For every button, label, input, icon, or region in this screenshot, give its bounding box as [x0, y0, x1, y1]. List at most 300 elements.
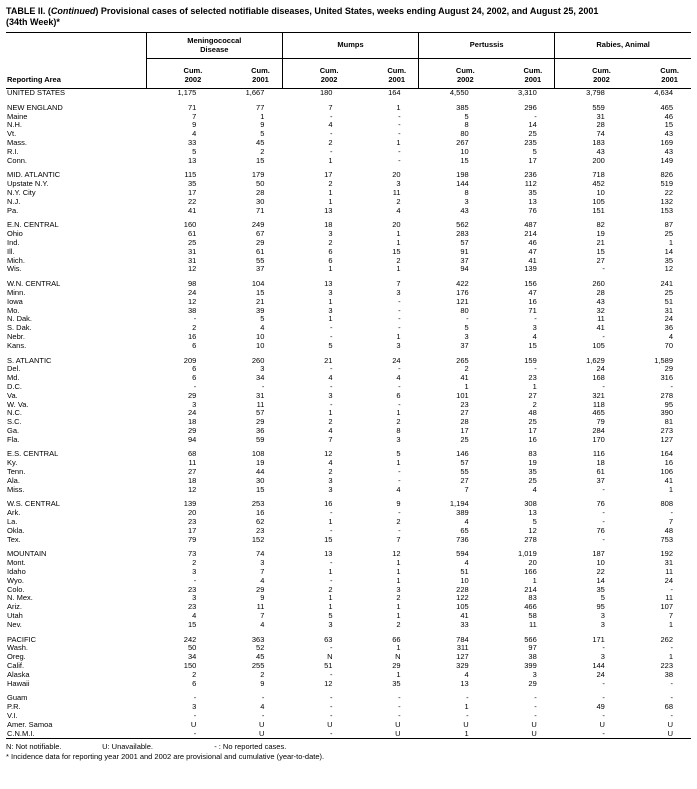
table-row — [6, 477, 691, 486]
value-cell: 23 — [187, 517, 197, 527]
value-cell: 41 — [528, 255, 537, 265]
value-cell: - — [534, 364, 537, 374]
value-cell: 1 — [396, 229, 401, 239]
table-row — [6, 621, 691, 630]
value-cell: 329 — [456, 661, 469, 671]
value-cell: 214 — [524, 584, 537, 594]
value-cell: - — [329, 111, 333, 121]
value-cell: 284 — [592, 425, 605, 435]
value-cell: 3 — [192, 399, 197, 409]
value-cell: 12 — [528, 525, 537, 535]
value-cell: 43 — [664, 146, 673, 156]
value-cell: 18 — [187, 475, 197, 485]
value-cell: 21 — [596, 237, 605, 247]
value-cell: 16 — [187, 331, 197, 341]
value-cell: 79 — [187, 534, 197, 544]
value-cell: 1 — [464, 728, 469, 738]
reporting-area-cell: Hawaii — [7, 678, 30, 688]
value-cell: 214 — [524, 229, 537, 239]
value-cell: 108 — [251, 449, 265, 459]
value-cell: 1,194 — [449, 499, 469, 509]
value-cell: 10 — [256, 331, 265, 341]
value-cell: 36 — [664, 323, 673, 333]
value-cell: 3 — [328, 475, 333, 485]
value-cell: 265 — [456, 355, 469, 365]
value-cell: - — [602, 484, 605, 494]
value-cell: 11 — [392, 187, 401, 197]
value-cell: 3 — [532, 323, 537, 333]
value-cell: - — [602, 728, 605, 738]
reporting-area-cell: Nev. — [7, 619, 22, 629]
value-cell: 76 — [596, 525, 605, 535]
value-cell: 176 — [456, 287, 469, 297]
reporting-area-cell: W.N. CENTRAL — [7, 279, 61, 289]
value-cell: 452 — [592, 179, 605, 189]
value-cell: 1 — [328, 593, 333, 603]
value-cell: 3 — [328, 287, 333, 297]
value-cell: 15 — [324, 534, 333, 544]
value-cell: 156 — [524, 279, 537, 289]
value-cell: 12 — [392, 549, 401, 559]
value-cell: 82 — [596, 220, 605, 230]
value-cell: - — [602, 534, 605, 544]
reporting-area-cell: La. — [7, 517, 18, 527]
table-row — [6, 509, 691, 518]
table-row — [6, 568, 691, 577]
table-row — [6, 215, 691, 230]
value-cell: 1 — [532, 575, 537, 585]
value-cell: - — [670, 711, 673, 720]
value-cell: 242 — [183, 634, 197, 644]
legend-no-reported-cases: - : No reported cases. — [214, 742, 287, 752]
value-cell: 192 — [660, 549, 673, 559]
reporting-area-cell: W.S. CENTRAL — [7, 499, 60, 509]
value-cell: 180 — [319, 88, 333, 97]
value-cell: 1 — [532, 381, 537, 391]
value-cell: 106 — [660, 467, 673, 477]
table-row — [6, 653, 691, 662]
value-cell: 3 — [464, 196, 469, 206]
value-cell: 68 — [187, 449, 197, 459]
value-cell: 48 — [528, 408, 537, 418]
value-cell: 37 — [460, 255, 469, 265]
table-row — [6, 671, 691, 680]
value-cell: 48 — [664, 525, 673, 535]
value-cell: 198 — [456, 170, 469, 180]
value-cell: 1,589 — [654, 355, 673, 365]
value-cell: 97 — [528, 643, 537, 653]
value-cell: 8 — [464, 120, 469, 130]
column-header-cum — [146, 59, 214, 89]
value-cell: - — [398, 525, 401, 535]
value-cell: 83 — [528, 593, 537, 603]
value-cell: 11 — [597, 314, 605, 324]
value-cell: 321 — [592, 390, 605, 400]
cum-label: Cum. 2001 — [523, 66, 543, 85]
value-cell: 1 — [668, 237, 673, 247]
value-cell: 24 — [187, 287, 197, 297]
reporting-area-cell: E.S. CENTRAL — [7, 449, 59, 459]
value-cell: 241 — [660, 279, 673, 289]
value-cell: 46 — [528, 237, 537, 247]
value-cell: 15 — [256, 484, 265, 494]
value-cell: 17 — [187, 187, 197, 197]
value-cell: 37 — [256, 264, 265, 274]
value-cell: 98 — [187, 279, 197, 289]
value-cell: 19 — [528, 458, 537, 468]
table-row — [6, 392, 691, 401]
value-cell: - — [329, 575, 333, 585]
value-cell: 58 — [528, 611, 537, 621]
value-cell: 32 — [596, 305, 605, 315]
reporting-area-cell: Upstate N.Y. — [7, 179, 49, 189]
table-row — [6, 468, 691, 477]
value-cell: 278 — [660, 390, 673, 400]
value-cell: 2 — [396, 417, 401, 427]
table-row — [6, 351, 691, 366]
value-cell: 385 — [456, 102, 469, 112]
value-cell: 1 — [396, 575, 401, 585]
value-cell: 1 — [328, 155, 333, 165]
reporting-area-cell: Wash. — [7, 643, 28, 653]
value-cell: 22 — [187, 196, 197, 206]
value-cell: 43 — [596, 146, 605, 156]
value-cell: 4 — [260, 619, 265, 629]
value-cell: 25 — [187, 237, 197, 247]
value-cell: 37 — [596, 475, 605, 485]
value-cell: 4 — [532, 484, 537, 494]
value-cell: 24 — [664, 314, 673, 324]
reporting-area-cell: S. ATLANTIC — [7, 355, 52, 365]
value-cell: 5 — [464, 323, 469, 333]
table-row — [6, 559, 691, 568]
value-cell: 47 — [528, 287, 537, 297]
cum-label: Cum. 2001 — [660, 66, 679, 85]
table-row — [6, 248, 691, 257]
value-cell: - — [670, 678, 673, 688]
reporting-area-cell: MID. ATLANTIC — [7, 170, 61, 180]
value-cell: 3,798 — [586, 88, 605, 97]
value-cell: 4 — [328, 120, 333, 130]
value-cell: 10 — [256, 340, 265, 350]
value-cell: 23 — [187, 602, 197, 612]
reporting-area-cell: S. Dak. — [7, 323, 32, 333]
value-cell: 308 — [524, 499, 537, 509]
value-cell: 10 — [460, 575, 469, 585]
value-cell: 1 — [464, 702, 469, 712]
value-cell: 94 — [460, 264, 469, 274]
value-cell: 16 — [664, 458, 673, 468]
value-cell: 38 — [187, 305, 197, 315]
reporting-area-cell: Idaho — [7, 567, 26, 577]
value-cell: - — [398, 323, 401, 333]
legend-unavailable: U: Unavailable. — [102, 742, 153, 752]
reporting-area-cell: Del. — [7, 364, 21, 374]
value-cell: 11 — [256, 399, 265, 409]
value-cell: 23 — [460, 399, 469, 409]
value-cell: 283 — [456, 229, 469, 239]
value-cell: - — [602, 643, 605, 653]
column-header-cum — [623, 59, 691, 89]
value-cell: 144 — [456, 179, 469, 189]
value-cell: 2 — [328, 584, 333, 594]
value-cell: 74 — [256, 549, 265, 559]
value-cell: - — [193, 314, 197, 324]
value-cell: 152 — [251, 534, 265, 544]
value-cell: 20 — [392, 220, 401, 230]
value-cell: - — [193, 575, 197, 585]
reporting-area-cell: MOUNTAIN — [7, 549, 47, 559]
value-cell: 1 — [328, 517, 333, 527]
table-row — [6, 703, 691, 712]
value-cell: 73 — [187, 549, 197, 559]
value-cell: 7 — [328, 434, 333, 444]
group-header-label: Mumps — [337, 40, 364, 50]
reporting-area-cell: P.R. — [7, 702, 21, 712]
reporting-area-cell: Amer. Samoa — [7, 719, 53, 729]
notifiable-diseases-table — [6, 32, 691, 739]
value-cell: 3 — [328, 390, 333, 400]
value-cell: 5 — [532, 146, 537, 156]
value-cell: 22 — [664, 187, 673, 197]
value-cell: 2 — [192, 558, 197, 568]
value-cell: 80 — [460, 129, 469, 139]
value-cell: 2 — [328, 179, 333, 189]
value-cell: 44 — [256, 467, 265, 477]
value-cell: 1 — [668, 484, 673, 494]
table-row — [6, 265, 691, 274]
column-header-cum — [487, 59, 555, 89]
value-cell: - — [398, 508, 401, 518]
value-cell: 13 — [187, 155, 197, 165]
value-cell: 127 — [456, 652, 469, 662]
value-cell: 20 — [187, 508, 197, 518]
value-cell: 3 — [532, 669, 537, 679]
value-cell: 149 — [660, 155, 673, 165]
value-cell: 1 — [328, 602, 333, 612]
value-cell: 27 — [528, 390, 537, 400]
value-cell: 31 — [596, 111, 605, 121]
table-row — [6, 342, 691, 351]
value-cell: 15 — [256, 287, 265, 297]
value-cell: 16 — [324, 499, 333, 509]
value-cell: 105 — [592, 196, 605, 206]
value-cell: 267 — [456, 137, 469, 147]
reporting-area-cell: Ind. — [7, 237, 20, 247]
value-cell: 23 — [187, 584, 197, 594]
value-cell: 465 — [592, 408, 605, 418]
footnotes — [6, 739, 691, 761]
value-cell: 465 — [660, 102, 673, 112]
value-cell: - — [398, 381, 401, 391]
value-cell: 255 — [251, 661, 265, 671]
reporting-area-cell: Mich. — [7, 255, 25, 265]
value-cell: 4,550 — [449, 88, 469, 97]
value-cell: 14 — [664, 246, 673, 256]
value-cell: 11 — [256, 602, 265, 612]
value-cell: 5 — [464, 111, 469, 121]
value-cell: 16 — [528, 296, 537, 306]
reporting-area-cell: PACIFIC — [7, 634, 37, 644]
value-cell: 46 — [664, 111, 673, 121]
value-cell: 14 — [596, 575, 605, 585]
value-cell: - — [329, 146, 333, 156]
value-cell: 17 — [528, 155, 537, 165]
value-cell: 4 — [328, 425, 333, 435]
value-cell: 159 — [524, 355, 537, 365]
value-cell: 45 — [256, 652, 265, 662]
value-cell: 4 — [328, 458, 333, 468]
value-cell: 61 — [596, 467, 605, 477]
value-cell: 127 — [660, 434, 673, 444]
value-cell: 29 — [256, 237, 265, 247]
value-cell: U — [531, 719, 537, 729]
table-row — [6, 289, 691, 298]
value-cell: 35 — [596, 584, 605, 594]
value-cell: - — [329, 323, 333, 333]
reporting-area-cell: UNITED STATES — [7, 88, 66, 97]
value-cell: 101 — [456, 390, 469, 400]
value-cell: 45 — [256, 137, 265, 147]
value-cell: 249 — [251, 220, 265, 230]
value-cell: 43 — [460, 205, 469, 215]
value-cell: 15 — [256, 155, 265, 165]
value-cell: 25 — [664, 229, 673, 239]
value-cell: 144 — [592, 661, 605, 671]
table-row — [6, 612, 691, 621]
value-cell: 8 — [464, 187, 469, 197]
value-cell: 61 — [187, 229, 197, 239]
reporting-area-cell: Colo. — [7, 584, 25, 594]
value-cell: 30 — [256, 475, 265, 485]
reporting-area-cell: Nebr. — [7, 331, 25, 341]
value-cell: 16 — [256, 508, 265, 518]
value-cell: 3 — [260, 558, 265, 568]
cum-label: Cum. 2001 — [387, 66, 407, 85]
value-cell: - — [398, 693, 401, 703]
value-cell: 23 — [256, 525, 265, 535]
value-cell: 27 — [596, 255, 605, 265]
value-cell: 399 — [524, 661, 537, 671]
value-cell: - — [398, 155, 401, 165]
value-cell: - — [534, 711, 537, 720]
value-cell: 57 — [460, 458, 469, 468]
value-cell: 5 — [328, 340, 333, 350]
value-cell: 209 — [183, 355, 197, 365]
value-cell: 4 — [464, 517, 469, 527]
reporting-area-cell: Miss. — [7, 484, 25, 494]
cum-label: Cum. 2002 — [183, 66, 203, 85]
table-row — [6, 374, 691, 383]
value-cell: 168 — [592, 373, 605, 383]
value-cell: 7 — [396, 534, 401, 544]
value-cell: 4 — [396, 205, 401, 215]
value-cell: 116 — [592, 449, 605, 459]
value-cell: 278 — [524, 534, 537, 544]
value-cell: 1 — [396, 137, 401, 147]
value-cell: 17 — [460, 425, 469, 435]
value-cell: 1 — [464, 381, 469, 391]
value-cell: 6 — [192, 678, 197, 688]
column-header-cum — [419, 59, 487, 89]
value-cell: 260 — [251, 355, 265, 365]
value-cell: 253 — [251, 499, 265, 509]
reporting-area-cell: Maine — [7, 111, 28, 121]
value-cell: 151 — [592, 205, 605, 215]
value-cell: - — [193, 728, 197, 738]
value-cell: 105 — [456, 602, 469, 612]
value-cell: - — [329, 364, 333, 374]
value-cell: 95 — [664, 399, 673, 409]
value-cell: 4,634 — [654, 88, 673, 97]
value-cell: - — [602, 693, 605, 703]
value-cell: 363 — [251, 634, 265, 644]
table-row — [6, 644, 691, 653]
value-cell: 3 — [328, 229, 333, 239]
value-cell: 260 — [592, 279, 605, 289]
reporting-area-cell: Tenn. — [7, 467, 26, 477]
value-cell: 19 — [596, 229, 605, 239]
value-cell: - — [329, 525, 333, 535]
table-row — [6, 418, 691, 427]
reporting-area-cell: Ill. — [7, 246, 15, 256]
table-row — [6, 230, 691, 239]
value-cell: 4 — [192, 611, 197, 621]
value-cell: N — [395, 652, 401, 662]
value-cell: 94 — [187, 434, 197, 444]
value-cell: - — [329, 399, 333, 409]
value-cell: 41 — [460, 373, 469, 383]
value-cell: 1 — [396, 611, 401, 621]
value-cell: 139 — [183, 499, 197, 509]
value-cell: - — [466, 314, 469, 324]
reporting-area-cell: Fla. — [7, 434, 20, 444]
value-cell: 2 — [328, 417, 333, 427]
reporting-area-cell: N.J. — [7, 196, 21, 206]
value-cell: 164 — [388, 88, 401, 97]
value-cell: 3 — [464, 331, 469, 341]
value-cell: 107 — [660, 602, 673, 612]
value-cell: 37 — [460, 340, 469, 350]
value-cell: - — [398, 305, 401, 315]
value-cell: 132 — [660, 196, 673, 206]
value-cell: U — [463, 719, 469, 729]
value-cell: 13 — [460, 678, 469, 688]
value-cell: 24 — [664, 575, 673, 585]
value-cell: 34 — [256, 373, 265, 383]
value-cell: 12 — [187, 484, 197, 494]
value-cell: - — [329, 643, 333, 653]
value-cell: 87 — [664, 220, 673, 230]
value-cell: 71 — [187, 102, 197, 112]
value-cell: 3 — [600, 611, 605, 621]
reporting-area-cell: Oreg. — [7, 652, 26, 662]
value-cell: 9 — [192, 120, 197, 130]
value-cell: 7 — [396, 279, 401, 289]
value-cell: 122 — [456, 593, 469, 603]
reporting-area-cell: E.N. CENTRAL — [7, 220, 59, 230]
value-cell: 12 — [324, 678, 333, 688]
value-cell: N — [327, 652, 333, 662]
value-cell: U — [258, 728, 265, 738]
value-cell: 4 — [260, 702, 265, 712]
value-cell: 34 — [187, 652, 197, 662]
value-cell: 55 — [460, 467, 469, 477]
value-cell: - — [466, 693, 469, 703]
table-row — [6, 662, 691, 671]
value-cell: 51 — [460, 567, 469, 577]
value-cell: 200 — [592, 155, 605, 165]
